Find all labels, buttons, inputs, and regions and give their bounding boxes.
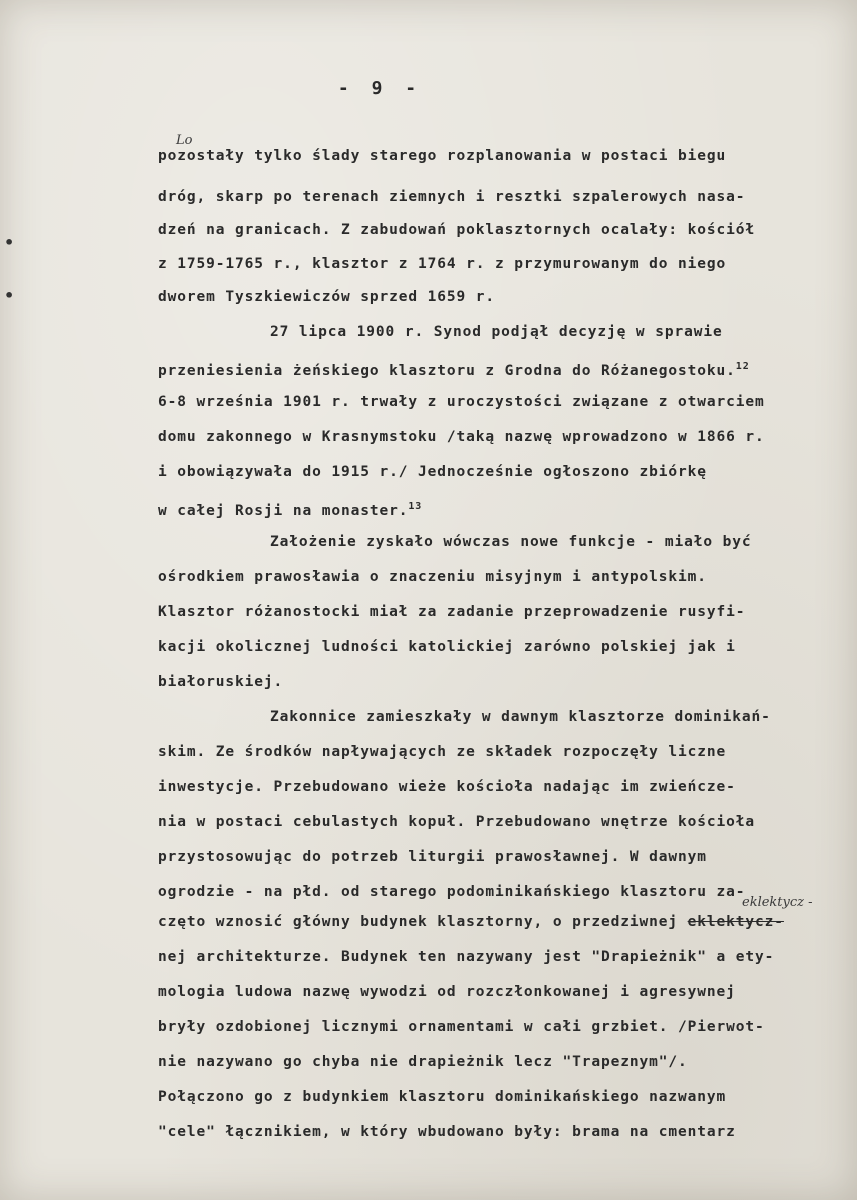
text-line — [158, 357, 750, 381]
text-line: bryły ozdobionej licznymi ornamentami w całi grzbiet. /Pierwot- — [158, 1019, 765, 1035]
text-line: ogrodzie - na płd. od starego podominikańskiego klasztoru za- — [158, 884, 746, 900]
text-line: 6-8 września 1901 r. trwały z uroczystości związane z otwarciem — [158, 394, 765, 410]
text-line: pozostały tylko ślady starego rozplanowania w postaci biegu — [158, 148, 727, 164]
handwritten-insert-margin: eklektycz - — [742, 895, 813, 910]
text-line: mologia ludowa nazwę wywodzi od rozczłonkowanej i agresywnej — [158, 984, 736, 1000]
text-line-content: w całej Rosji na monaster. — [158, 502, 409, 519]
text-line: białoruskiej. — [158, 674, 284, 690]
page-number: - 9 - — [337, 78, 423, 99]
footnote-ref: 12 — [735, 361, 750, 372]
text-line: dróg, skarp po terenach ziemnych i resztki szpalerowych nasa- — [158, 189, 746, 205]
text-line: Zakonnice zamieszkały w dawnym klasztorze dominikań- — [270, 709, 771, 725]
margin-mark: • — [4, 233, 15, 252]
text-line: i obowiązywała do 1915 r./ Jednocześnie ogłoszono zbiórkę — [158, 464, 707, 480]
text-line: 27 lipca 1900 r. Synod podjął decyzję w sprawie — [270, 324, 723, 340]
text-line — [158, 497, 422, 521]
text-line: z 1759-1765 r., klasztor z 1764 r. z przymurowanym do niego — [158, 256, 727, 272]
text-line: dzeń na granicach. Z zabudowań poklasztornych ocalały: kościół — [158, 222, 756, 238]
text-line: Połączono go z budynkiem klasztoru dominikańskiego nazwanym — [158, 1089, 727, 1105]
text-line: dworem Tyszkiewiczów sprzed 1659 r. — [158, 289, 496, 305]
text-line: domu zakonnego w Krasnymstoku /taką nazwę wprowadzono w 1866 r. — [158, 429, 765, 445]
handwritten-insert-top: Lo — [176, 133, 193, 148]
text-line: nie nazywano go chyba nie drapieżnik lecz "Trapeznym"/. — [158, 1054, 688, 1070]
text-line: skim. Ze środków napływających ze składek rozpoczęły liczne — [158, 744, 727, 760]
text-line: przystosowując do potrzeb liturgii prawosławnej. W dawnym — [158, 849, 707, 865]
margin-mark: • — [4, 286, 15, 305]
text-line: nia w postaci cebulastych kopuł. Przebudowano wnętrze kościoła — [158, 814, 756, 830]
text-line — [158, 912, 784, 932]
text-line: Klasztor różanostocki miał za zadanie przeprowadzenie rusyfi- — [158, 604, 746, 620]
text-line-content: przeniesienia żeńskiego klasztoru z Grodna do Różanegostoku. — [158, 362, 736, 379]
struck-word: eklektycz- — [687, 914, 784, 930]
text-line: ośrodkiem prawosławia o znaczeniu misyjnym i antypolskim. — [158, 569, 707, 585]
footnote-ref: 13 — [408, 501, 423, 512]
text-line: nej architekturze. Budynek ten nazywany jest "Drapieżnik" a ety- — [158, 949, 775, 965]
text-line: "cele" łącznikiem, w który wbudowano były: brama na cmentarz — [158, 1124, 736, 1140]
text-line-content: częto wznosić główny budynek klasztorny, o przedziwnej — [158, 914, 688, 930]
text-line: Założenie zyskało wówczas nowe funkcje - miało być — [270, 534, 752, 550]
text-line: inwestycje. Przebudowano wieże kościoła nadając im zwieńcze- — [158, 779, 736, 795]
text-line: kacji okolicznej ludności katolickiej zarówno polskiej jak i — [158, 639, 736, 655]
